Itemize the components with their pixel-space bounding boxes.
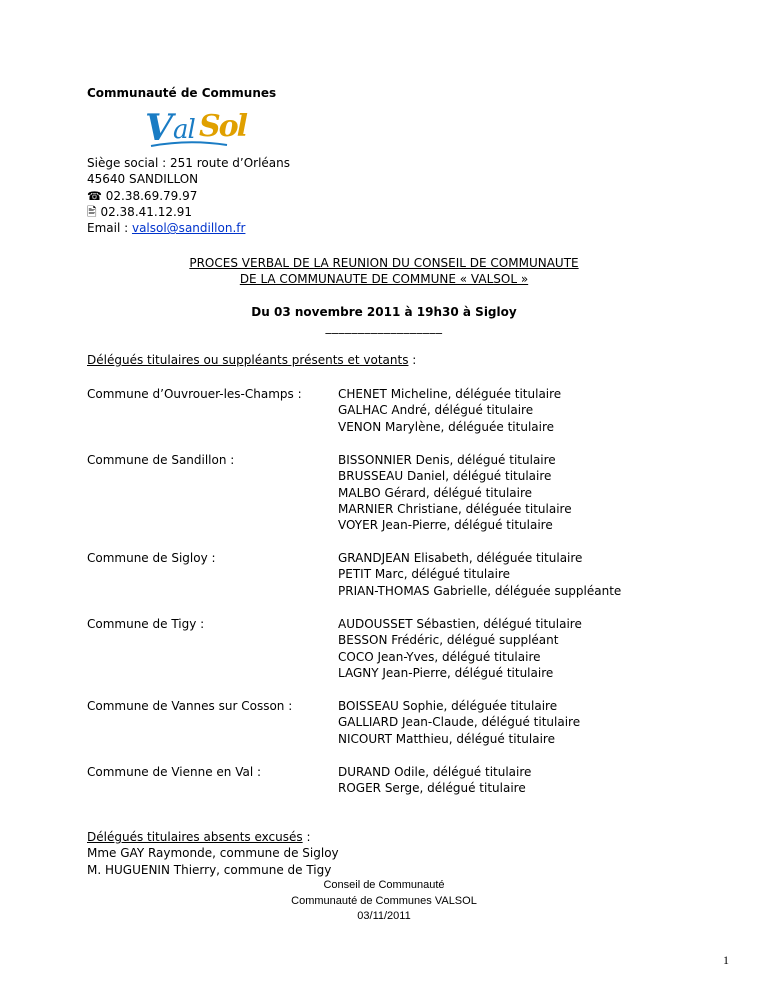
member: VENON Marylène, déléguée titulaire	[338, 419, 555, 434]
commune-name: Commune de Vienne en Val :	[87, 765, 262, 779]
title-rule: __________________	[325, 320, 443, 334]
org-name: Communauté de Communes	[87, 86, 277, 100]
absent-member: Mme GAY Raymonde, commune de Sigloy	[87, 846, 339, 861]
member: BISSONNIER Denis, délégué titulaire	[338, 453, 556, 467]
member: ROGER Serge, délégué titulaire	[338, 781, 526, 796]
member: GRANDJEAN Elisabeth, déléguée titulaire	[338, 551, 583, 565]
meeting-date: Du 03 novembre 2011 à 19h30 à Sigloy	[251, 305, 517, 319]
member: VOYER Jean-Pierre, délégué titulaire	[338, 518, 553, 533]
member: MARNIER Christiane, déléguée titulaire	[338, 501, 572, 516]
postal-line: 45640 SANDILLON	[87, 172, 199, 187]
commune-name: Commune de Vannes sur Cosson :	[87, 699, 293, 713]
email-label: Email :	[87, 221, 132, 236]
commune-members	[338, 616, 582, 681]
logo-letters-sol: Sol	[199, 109, 247, 144]
address-line: Siège social : 251 route d’Orléans	[87, 156, 291, 170]
commune-name: Commune de Tigy :	[87, 617, 205, 631]
commune-members	[338, 698, 580, 747]
footer-line-3: 03/11/2011	[357, 910, 411, 922]
member: CHENET Micheline, déléguée titulaire	[338, 387, 562, 401]
commune-name: Commune d’Ouvrouer-les-Champs :	[87, 387, 302, 401]
absent-heading-suffix: :	[302, 830, 311, 844]
member: COCO Jean-Yves, délégué titulaire	[338, 649, 541, 664]
title-line-1: PROCES VERBAL DE LA REUNION DU CONSEIL DE COMMUNAUTE	[189, 256, 579, 270]
phone-line: ☎ 02.38.69.79.97	[87, 188, 198, 203]
email-line	[87, 220, 290, 236]
address-block	[87, 155, 290, 236]
title-line-2: DE LA COMMUNAUTE DE COMMUNE « VALSOL »	[239, 272, 529, 286]
member: GALHAC André, délégué titulaire	[338, 403, 534, 418]
member: MALBO Gérard, délégué titulaire	[338, 485, 533, 500]
commune-members	[338, 550, 621, 599]
member: BRUSSEAU Daniel, délégué titulaire	[338, 469, 552, 484]
page-footer	[0, 878, 768, 925]
absent-heading-line	[87, 829, 339, 845]
absent-heading: Délégués titulaires absents excusés	[87, 830, 303, 844]
commune-name: Commune de Sandillon :	[87, 453, 235, 467]
email-link[interactable]: valsol@sandillon.fr	[131, 221, 246, 236]
logo-letters-al: al	[173, 115, 195, 145]
absent-member: M. HUGUENIN Thierry, commune de Tigy	[87, 862, 332, 877]
member: LAGNY Jean-Pierre, délégué titulaire	[338, 665, 554, 680]
fax-line: 🖹 02.38.41.12.91	[87, 204, 193, 219]
footer-line-1: Conseil de Communauté	[323, 879, 445, 891]
member: DURAND Odile, délégué titulaire	[338, 765, 532, 779]
member: PETIT Marc, délégué titulaire	[338, 567, 510, 582]
commune-members	[338, 764, 531, 797]
commune-name: Commune de Sigloy :	[87, 551, 216, 565]
member: NICOURT Matthieu, délégué titulaire	[338, 731, 555, 746]
valsol-logo	[145, 103, 247, 153]
member: BOISSEAU Sophie, déléguée titulaire	[338, 699, 558, 713]
commune-members	[338, 386, 561, 435]
member: PRIAN-THOMAS Gabrielle, déléguée suppléante	[338, 583, 622, 598]
member: AUDOUSSET Sébastien, délégué titulaire	[338, 617, 582, 631]
member: BESSON Frédéric, délégué suppléant	[338, 633, 559, 648]
commune-members	[338, 452, 572, 533]
logo-swoosh-icon	[149, 139, 229, 149]
page-number: 1	[723, 953, 729, 967]
logo-letter-v: V	[145, 107, 171, 149]
present-heading: Délégués titulaires ou suppléants présents et votants	[87, 353, 409, 367]
present-heading-line	[87, 353, 416, 367]
present-heading-suffix: :	[408, 353, 417, 367]
footer-line-2: Communauté de Communes VALSOL	[291, 894, 477, 907]
absent-block	[87, 829, 339, 878]
member: GALLIARD Jean-Claude, délégué titulaire	[338, 715, 581, 730]
